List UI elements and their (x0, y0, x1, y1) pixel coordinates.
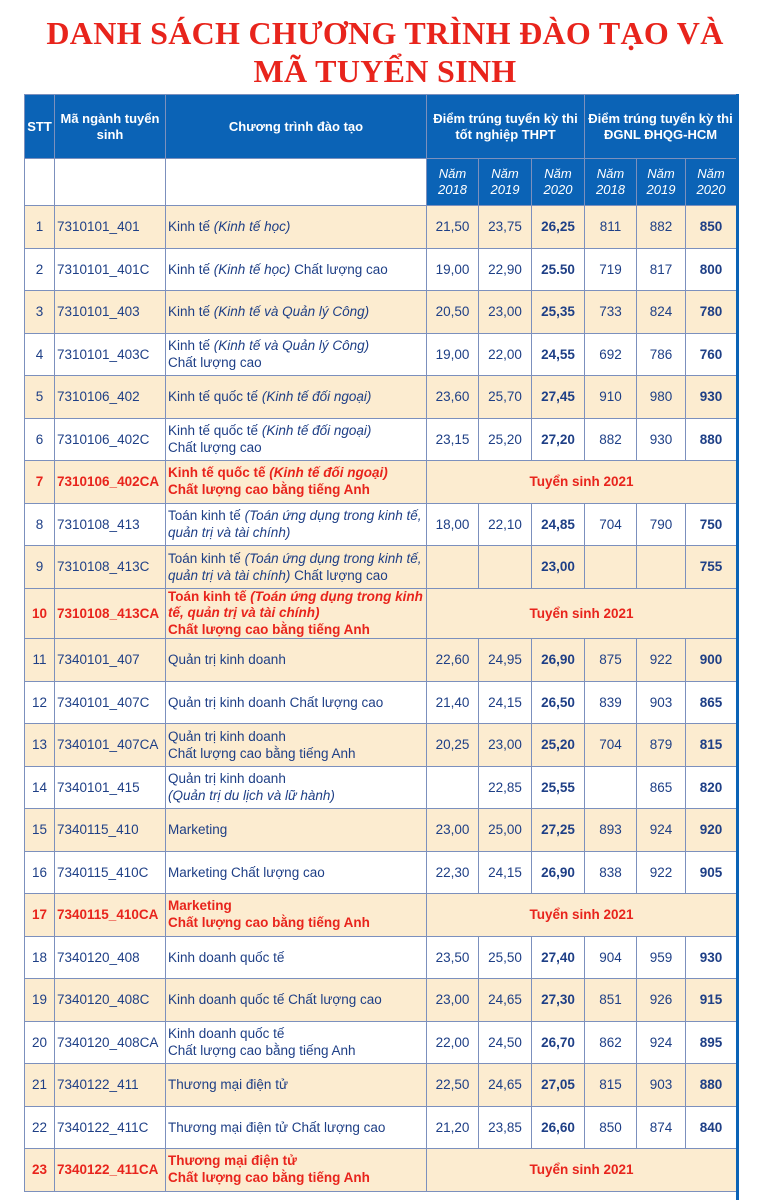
score-cell: 924 (637, 809, 686, 852)
score-cell: 704 (585, 503, 637, 546)
header-program: Chương trình đào tạo (166, 95, 427, 159)
score-cell: 755 (686, 546, 737, 589)
row-program (166, 1106, 427, 1149)
header-year: Năm 2018 (585, 159, 637, 206)
score-cell: 790 (637, 503, 686, 546)
score-cell: 874 (637, 1106, 686, 1149)
program-specialization: (Kinh tế và Quản lý Công) (213, 338, 370, 354)
table-row (25, 418, 737, 461)
table-row (25, 724, 737, 767)
row-stt: 22 (25, 1106, 55, 1149)
program-line-2: Chất lượng cao bằng tiếng Anh (168, 745, 356, 761)
program-line-2: Chất lượng cao bằng tiếng Anh (168, 1169, 370, 1185)
score-cell: 750 (686, 503, 737, 546)
row-code: 7340115_410C (55, 851, 166, 894)
program-name: Quản trị kinh doanh (168, 652, 286, 668)
score-cell: 21,20 (427, 1106, 479, 1149)
row-program (166, 681, 427, 724)
score-cell (427, 546, 479, 589)
program-suffix: Chất lượng cao (290, 261, 388, 277)
row-code: 7310108_413CA (55, 588, 166, 639)
score-cell: 27,20 (532, 418, 585, 461)
score-cell: 26,50 (532, 681, 585, 724)
score-cell: 26,90 (532, 851, 585, 894)
program-name: Thương mại điện tử Chất lượng cao (168, 1119, 386, 1135)
score-cell: 838 (585, 851, 637, 894)
score-cell: 910 (585, 376, 637, 419)
score-cell: 22,00 (427, 1021, 479, 1064)
score-cell: 25,00 (479, 809, 532, 852)
admission-note: Tuyển sinh 2021 (427, 588, 737, 639)
score-cell: 26,70 (532, 1021, 585, 1064)
program-specialization: (Toán ứng dụng trong kinh tế, quản trị và tài chính) (168, 588, 423, 620)
score-cell: 895 (686, 1021, 737, 1064)
row-stt: 15 (25, 809, 55, 852)
row-code: 7340122_411CA (55, 1149, 166, 1192)
program-name: Thương mại điện tử (168, 1077, 288, 1093)
program-line-2: Chất lượng cao (168, 355, 262, 371)
table-row (25, 248, 737, 291)
row-stt: 16 (25, 851, 55, 894)
score-cell: 24,85 (532, 503, 585, 546)
table-row (25, 681, 737, 724)
admissions-table (24, 94, 737, 1192)
score-cell: 22,00 (479, 333, 532, 376)
row-program (166, 809, 427, 852)
score-cell: 922 (637, 639, 686, 682)
program-line-2: Chất lượng cao bằng tiếng Anh (168, 481, 370, 497)
score-cell: 879 (637, 724, 686, 767)
program-name: Kinh tế quốc tế (168, 465, 266, 481)
score-cell: 21,50 (427, 206, 479, 249)
score-cell: 850 (585, 1106, 637, 1149)
score-cell: 930 (686, 376, 737, 419)
row-program (166, 724, 427, 767)
score-cell: 880 (686, 1064, 737, 1107)
score-cell: 24,15 (479, 681, 532, 724)
header-year: Năm 2018 (427, 159, 479, 206)
score-cell: 915 (686, 979, 737, 1022)
score-cell: 851 (585, 979, 637, 1022)
score-cell: 904 (585, 936, 637, 979)
table-row (25, 503, 737, 546)
score-cell: 23,00 (427, 979, 479, 1022)
score-cell: 865 (686, 681, 737, 724)
score-cell: 903 (637, 1064, 686, 1107)
program-name: Quản trị kinh doanh (168, 771, 286, 787)
score-cell: 786 (637, 333, 686, 376)
score-cell: 26,90 (532, 639, 585, 682)
program-name: Kinh tế (168, 304, 211, 320)
row-stt: 23 (25, 1149, 55, 1192)
row-code: 7310106_402C (55, 418, 166, 461)
row-stt: 8 (25, 503, 55, 546)
score-cell: 22,60 (427, 639, 479, 682)
row-stt: 19 (25, 979, 55, 1022)
program-name: Quản trị kinh doanh Chất lượng cao (168, 694, 384, 710)
score-cell: 23,50 (427, 936, 479, 979)
score-cell: 839 (585, 681, 637, 724)
admission-note: Tuyển sinh 2021 (427, 894, 737, 937)
row-code: 7340101_415 (55, 766, 166, 809)
score-cell: 926 (637, 979, 686, 1022)
table-row (25, 1064, 737, 1107)
row-code: 7340101_407 (55, 639, 166, 682)
header-stt: STT (25, 95, 55, 159)
header-year: Năm 2019 (637, 159, 686, 206)
program-name: Kinh tế quốc tế (168, 423, 259, 439)
row-stt: 17 (25, 894, 55, 937)
score-cell: 903 (637, 681, 686, 724)
program-name: Kinh doanh quốc tế (168, 1026, 285, 1042)
score-cell: 25,20 (532, 724, 585, 767)
row-stt: 6 (25, 418, 55, 461)
table-row (25, 766, 737, 809)
score-cell: 900 (686, 639, 737, 682)
score-cell: 25,20 (479, 418, 532, 461)
row-program (166, 248, 427, 291)
program-specialization: (Kinh tế học) (213, 219, 291, 235)
row-code: 7340115_410 (55, 809, 166, 852)
program-line-2: Chất lượng cao bằng tiếng Anh (168, 621, 370, 637)
title-line-1: DANH SÁCH CHƯƠNG TRÌNH ĐÀO TẠO VÀ (46, 15, 724, 51)
table-row (25, 206, 737, 249)
row-code: 7310108_413 (55, 503, 166, 546)
score-cell: 980 (637, 376, 686, 419)
table-row (25, 1106, 737, 1149)
score-cell (585, 546, 637, 589)
score-cell: 811 (585, 206, 637, 249)
score-cell: 24,55 (532, 333, 585, 376)
score-cell: 25,70 (479, 376, 532, 419)
table-row (25, 894, 737, 937)
program-name: Kinh doanh quốc tế (168, 949, 285, 965)
score-cell: 733 (585, 291, 637, 334)
score-cell: 930 (637, 418, 686, 461)
score-cell: 24,50 (479, 1021, 532, 1064)
row-code: 7310101_401C (55, 248, 166, 291)
score-cell: 23,85 (479, 1106, 532, 1149)
program-name: Kinh tế (168, 338, 211, 354)
row-stt: 2 (25, 248, 55, 291)
row-stt: 3 (25, 291, 55, 334)
score-cell: 25,35 (532, 291, 585, 334)
row-stt: 1 (25, 206, 55, 249)
table-row (25, 546, 737, 589)
program-specialization: (Kinh tế đối ngoại) (269, 465, 388, 481)
program-name: Kinh tế (168, 261, 211, 277)
score-cell: 24,65 (479, 979, 532, 1022)
row-program (166, 376, 427, 419)
score-cell: 815 (686, 724, 737, 767)
row-program (166, 418, 427, 461)
score-cell: 882 (585, 418, 637, 461)
row-stt: 4 (25, 333, 55, 376)
score-cell: 23,00 (532, 546, 585, 589)
score-cell (427, 766, 479, 809)
program-name: Quản trị kinh doanh (168, 728, 286, 744)
score-cell: 780 (686, 291, 737, 334)
program-name: Kinh tế (168, 219, 211, 235)
row-code: 7340120_408C (55, 979, 166, 1022)
row-program (166, 1064, 427, 1107)
score-cell: 824 (637, 291, 686, 334)
program-name: Toán kinh tế (168, 550, 241, 566)
score-cell: 875 (585, 639, 637, 682)
score-cell: 26,60 (532, 1106, 585, 1149)
table-row (25, 1021, 737, 1064)
score-cell: 24,95 (479, 639, 532, 682)
score-cell: 820 (686, 766, 737, 809)
admission-note: Tuyển sinh 2021 (427, 461, 737, 504)
score-cell: 924 (637, 1021, 686, 1064)
score-cell: 25.50 (532, 248, 585, 291)
row-program (166, 766, 427, 809)
header-year: Năm 2019 (479, 159, 532, 206)
score-cell: 840 (686, 1106, 737, 1149)
program-name: Marketing (168, 822, 228, 838)
row-code: 7310101_403 (55, 291, 166, 334)
score-cell: 815 (585, 1064, 637, 1107)
score-cell: 817 (637, 248, 686, 291)
program-line-2: Chất lượng cao (168, 440, 262, 456)
score-cell: 20,50 (427, 291, 479, 334)
row-code: 7310106_402 (55, 376, 166, 419)
row-program (166, 333, 427, 376)
row-code: 7310106_402CA (55, 461, 166, 504)
header-year: Năm 2020 (532, 159, 585, 206)
score-cell: 25,50 (479, 936, 532, 979)
table-row (25, 588, 737, 639)
score-cell: 23,00 (479, 724, 532, 767)
score-cell: 800 (686, 248, 737, 291)
row-stt: 18 (25, 936, 55, 979)
row-stt: 5 (25, 376, 55, 419)
row-code: 7340122_411 (55, 1064, 166, 1107)
score-cell: 850 (686, 206, 737, 249)
table-row (25, 639, 737, 682)
table-header (25, 95, 737, 206)
row-code: 7340101_407C (55, 681, 166, 724)
table-row (25, 936, 737, 979)
score-cell: 23,75 (479, 206, 532, 249)
score-cell: 880 (686, 418, 737, 461)
score-cell: 27,45 (532, 376, 585, 419)
score-cell: 21,40 (427, 681, 479, 724)
row-program (166, 1021, 427, 1064)
row-program (166, 979, 427, 1022)
row-stt: 14 (25, 766, 55, 809)
program-specialization: (Toán ứng dụng trong kinh tế, quản trị và tài chính) (168, 550, 422, 583)
row-stt: 11 (25, 639, 55, 682)
program-name: Kinh doanh quốc tế Chất lượng cao (168, 992, 382, 1008)
row-code: 7340122_411C (55, 1106, 166, 1149)
row-stt: 12 (25, 681, 55, 724)
program-line-2: Chất lượng cao bằng tiếng Anh (168, 914, 370, 930)
table-row (25, 809, 737, 852)
program-specialization: (Kinh tế đối ngoại) (261, 423, 372, 439)
score-cell: 23,15 (427, 418, 479, 461)
score-cell: 26,25 (532, 206, 585, 249)
program-name: Marketing Chất lượng cao (168, 864, 325, 880)
score-cell: 20,25 (427, 724, 479, 767)
program-specialization: (Kinh tế đối ngoại) (261, 389, 372, 405)
score-cell: 893 (585, 809, 637, 852)
program-name: Toán kinh tế (168, 588, 247, 604)
score-cell: 692 (585, 333, 637, 376)
row-code: 7340120_408 (55, 936, 166, 979)
score-cell: 27,25 (532, 809, 585, 852)
header-blank-stt (25, 159, 55, 206)
row-code: 7310108_413C (55, 546, 166, 589)
table-row (25, 851, 737, 894)
score-cell: 23,00 (479, 291, 532, 334)
row-program (166, 894, 427, 937)
program-name: Thương mại điện tử (168, 1153, 297, 1169)
score-cell: 760 (686, 333, 737, 376)
score-cell: 22,90 (479, 248, 532, 291)
row-code: 7340120_408CA (55, 1021, 166, 1064)
row-program (166, 546, 427, 589)
score-cell (479, 546, 532, 589)
score-cell: 24,65 (479, 1064, 532, 1107)
score-cell: 922 (637, 851, 686, 894)
score-cell: 19,00 (427, 248, 479, 291)
row-stt: 20 (25, 1021, 55, 1064)
header-thpt: Điểm trúng tuyển kỳ thi tốt nghiệp THPT (427, 95, 585, 159)
row-code: 7310101_403C (55, 333, 166, 376)
score-cell: 22,10 (479, 503, 532, 546)
header-blank-code (55, 159, 166, 206)
table-row (25, 376, 737, 419)
score-cell: 23,60 (427, 376, 479, 419)
score-cell: 27,05 (532, 1064, 585, 1107)
score-cell: 22,50 (427, 1064, 479, 1107)
program-name: Kinh tế quốc tế (168, 389, 259, 405)
score-cell: 22,30 (427, 851, 479, 894)
program-name: Marketing (168, 898, 232, 914)
row-program (166, 291, 427, 334)
score-cell: 905 (686, 851, 737, 894)
row-program (166, 588, 427, 639)
program-suffix: Chất lượng cao (290, 567, 388, 583)
program-specialization: (Toán ứng dụng trong kinh tế, quản trị và tài chính) (168, 508, 422, 541)
row-program (166, 461, 427, 504)
score-cell: 23,00 (427, 809, 479, 852)
row-stt: 9 (25, 546, 55, 589)
score-cell: 19,00 (427, 333, 479, 376)
program-name: Toán kinh tế (168, 508, 241, 524)
program-specialization: (Kinh tế và Quản lý Công) (213, 304, 370, 320)
row-code: 7310101_401 (55, 206, 166, 249)
table-row (25, 333, 737, 376)
score-cell: 25,55 (532, 766, 585, 809)
score-cell: 27,40 (532, 936, 585, 979)
score-cell: 920 (686, 809, 737, 852)
row-stt: 13 (25, 724, 55, 767)
score-cell: 27,30 (532, 979, 585, 1022)
table-body (25, 206, 737, 1192)
table-row (25, 1149, 737, 1192)
row-program (166, 503, 427, 546)
score-cell: 930 (686, 936, 737, 979)
row-code: 7340101_407CA (55, 724, 166, 767)
header-blank-program (166, 159, 427, 206)
row-code: 7340115_410CA (55, 894, 166, 937)
header-code: Mã ngành tuyển sinh (55, 95, 166, 159)
row-program (166, 639, 427, 682)
row-program (166, 1149, 427, 1192)
score-cell: 704 (585, 724, 637, 767)
score-cell: 22,85 (479, 766, 532, 809)
admission-note: Tuyển sinh 2021 (427, 1149, 737, 1192)
score-cell: 882 (637, 206, 686, 249)
table-row (25, 979, 737, 1022)
score-cell: 862 (585, 1021, 637, 1064)
page-title (0, 0, 770, 90)
program-specialization: (Kinh tế học) (213, 261, 291, 277)
score-cell: 24,15 (479, 851, 532, 894)
table-row (25, 291, 737, 334)
score-cell: 865 (637, 766, 686, 809)
program-line-2: Chất lượng cao bằng tiếng Anh (168, 1043, 356, 1059)
header-year: Năm 2020 (686, 159, 737, 206)
header-dgnl: Điểm trúng tuyển kỳ thi ĐGNL ĐHQG-HCM (585, 95, 737, 159)
title-line-2: MÃ TUYỂN SINH (253, 53, 517, 89)
row-program (166, 936, 427, 979)
row-program (166, 851, 427, 894)
table-row (25, 461, 737, 504)
score-cell: 959 (637, 936, 686, 979)
table-right-edge (736, 94, 739, 1200)
score-cell (637, 546, 686, 589)
row-stt: 21 (25, 1064, 55, 1107)
score-cell: 719 (585, 248, 637, 291)
program-line-2: (Quản trị du lịch và lữ hành) (168, 788, 335, 804)
score-cell (585, 766, 637, 809)
score-cell: 18,00 (427, 503, 479, 546)
row-stt: 7 (25, 461, 55, 504)
row-program (166, 206, 427, 249)
row-stt: 10 (25, 588, 55, 639)
